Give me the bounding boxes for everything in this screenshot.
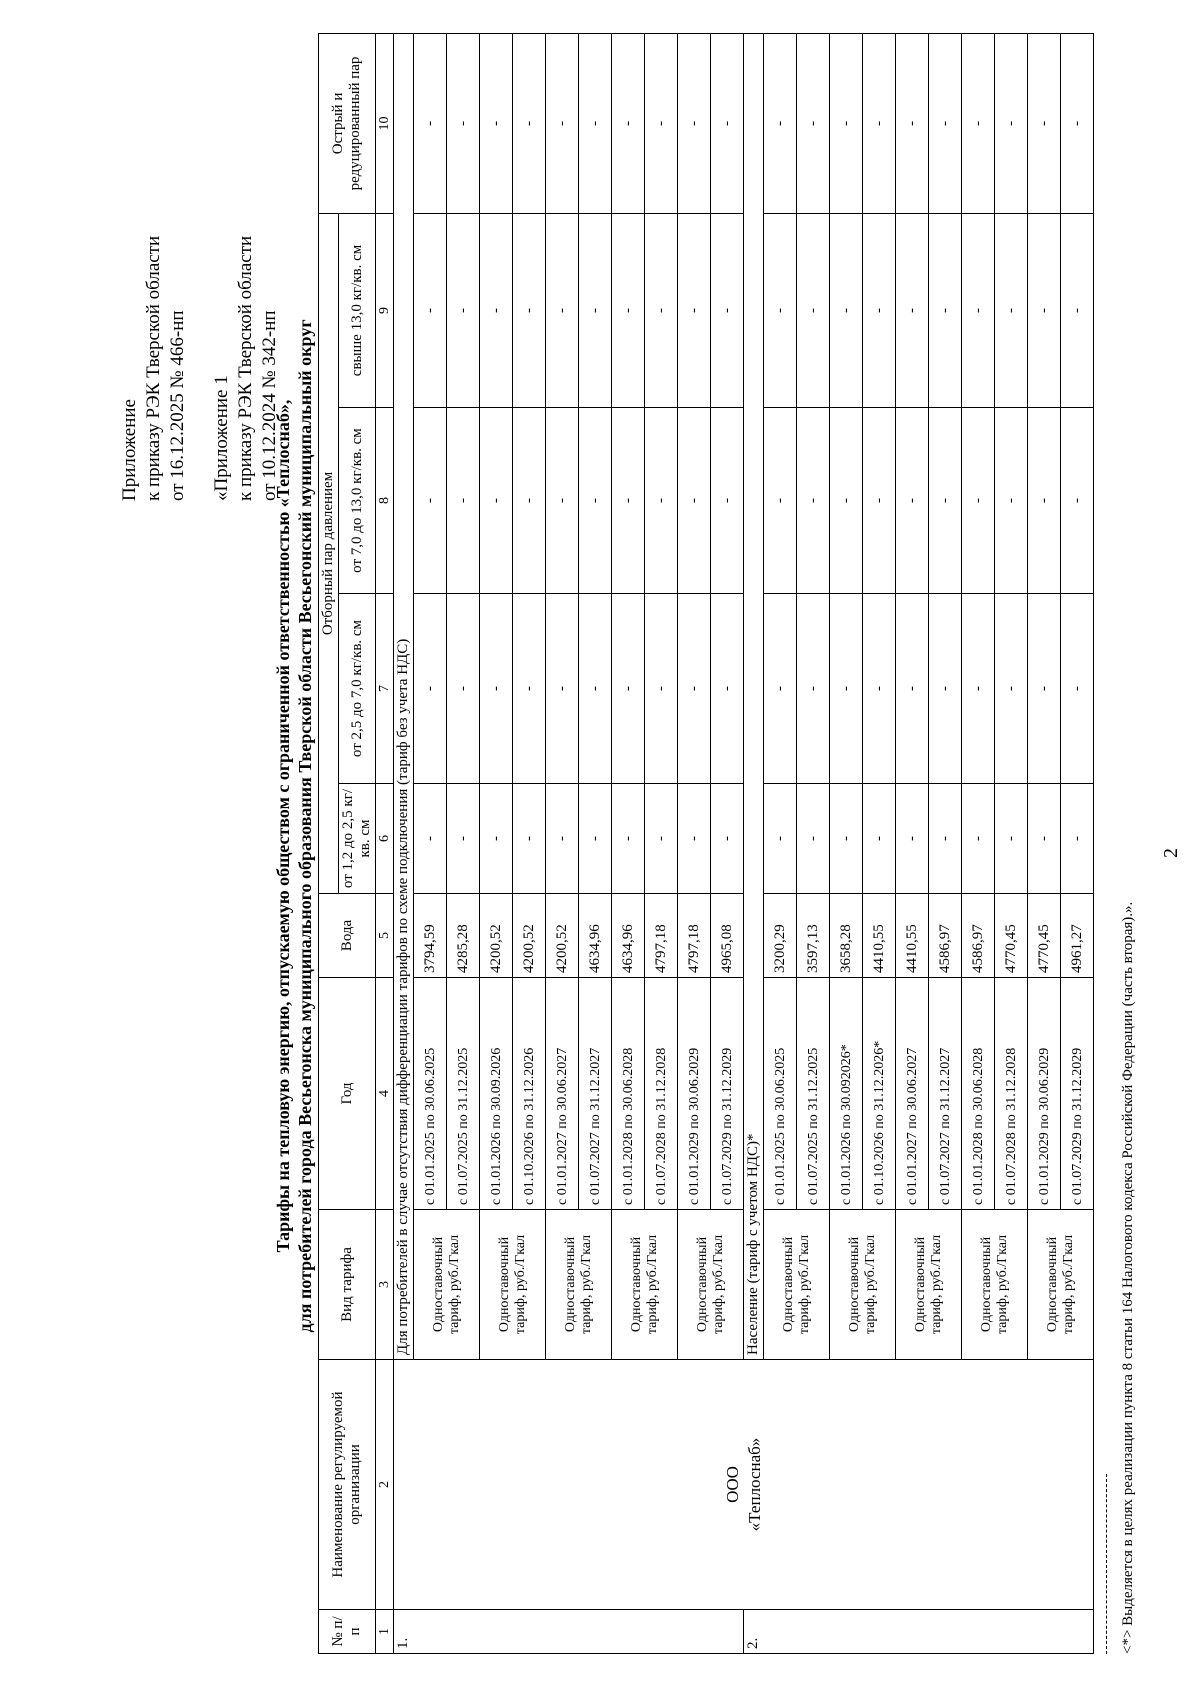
empty-value-cell: - (764, 784, 797, 894)
page-number: 2 (1160, 848, 1182, 858)
empty-value-cell: - (480, 213, 513, 407)
empty-value-cell: - (1061, 594, 1094, 784)
empty-value-cell: - (414, 784, 447, 894)
empty-value-cell: - (929, 784, 962, 894)
period-cell: с 01.07.2027 по 31.12.2027 (579, 978, 612, 1210)
tariff-type-line: тариф, руб./Гкал (928, 1234, 944, 1335)
header-no: № п/п (319, 1610, 376, 1654)
empty-value-cell: - (711, 213, 744, 407)
empty-value-cell: - (896, 784, 929, 894)
empty-value-cell: - (830, 784, 863, 894)
empty-value-cell: - (480, 408, 513, 594)
water-value-cell: 4200,52 (480, 894, 513, 978)
period-cell: с 01.10.2026 по 31.12.2026 (513, 978, 546, 1210)
title-line: для потребителей города Весьегонска муниципального образования Тверской области Весьегонский муниципальный округ (295, 319, 315, 1333)
tariff-type-cell (678, 1210, 744, 1360)
appendix-line: Приложение (119, 399, 140, 501)
empty-value-cell: - (995, 408, 1028, 594)
empty-value-cell: - (764, 408, 797, 594)
empty-value-cell: - (579, 213, 612, 407)
empty-value-cell: - (797, 33, 830, 213)
empty-value-cell: - (1028, 408, 1061, 594)
column-number: 3 (376, 1210, 394, 1360)
empty-value-cell: - (1028, 33, 1061, 213)
period-cell: с 01.01.2029 по 30.06.2029 (1028, 978, 1061, 1210)
empty-value-cell: - (764, 594, 797, 784)
empty-value-cell: - (546, 33, 579, 213)
empty-value-cell: - (678, 594, 711, 784)
empty-value-cell: - (830, 408, 863, 594)
empty-value-cell: - (929, 33, 962, 213)
tariff-type-line: тариф, руб./Гкал (862, 1234, 878, 1335)
column-number: 4 (376, 978, 394, 1210)
period-cell: с 01.01.2026 по 30.09.2026 (480, 978, 513, 1210)
tariff-type-line: тариф, руб./Гкал (578, 1234, 594, 1335)
tariff-type-cell (414, 1210, 480, 1360)
empty-value-cell: - (414, 594, 447, 784)
water-value-cell: 4410,55 (896, 894, 929, 978)
water-value-cell: 4770,45 (995, 894, 1028, 978)
period-cell: с 01.01.2027 по 30.06.2027 (896, 978, 929, 1210)
empty-value-cell: - (797, 784, 830, 894)
empty-value-cell: - (962, 408, 995, 594)
appendix-block (118, 236, 282, 501)
tariff-type-line: Одноставочный (978, 1236, 994, 1333)
tariff-type-line: тариф, руб./Гкал (1060, 1234, 1076, 1335)
period-cell: с 01.01.2026 по 30.092026* (830, 978, 863, 1210)
tariff-type-line: тариф, руб./Гкал (994, 1234, 1010, 1335)
period-cell: с 01.01.2028 по 30.06.2028 (612, 978, 645, 1210)
header-pressure-4: свыше 13,0 кг/кв. см (339, 213, 376, 407)
column-number: 10 (376, 33, 394, 213)
empty-value-cell: - (764, 33, 797, 213)
footnote-separator (1106, 1474, 1107, 1654)
empty-value-cell: - (830, 594, 863, 784)
period-cell: с 01.01.2028 по 30.06.2028 (962, 978, 995, 1210)
column-number: 9 (376, 213, 394, 407)
empty-value-cell: - (678, 784, 711, 894)
water-value-cell: 4200,52 (513, 894, 546, 978)
water-value-cell: 4797,18 (645, 894, 678, 978)
tariff-type-cell (896, 1210, 962, 1360)
empty-value-cell: - (863, 784, 896, 894)
tariff-type-line: Одноставочный (430, 1236, 446, 1333)
water-value-cell: 3597,13 (797, 894, 830, 978)
tariff-type-cell (962, 1210, 1028, 1360)
empty-value-cell: - (513, 408, 546, 594)
empty-value-cell: - (995, 784, 1028, 894)
header-type: Вид тарифа (319, 1210, 376, 1360)
tariff-type-cell (1028, 1210, 1094, 1360)
tariff-type-line: тариф, руб./Гкал (796, 1234, 812, 1335)
empty-value-cell: - (863, 213, 896, 407)
empty-value-cell: - (612, 594, 645, 784)
empty-value-cell: - (447, 408, 480, 594)
period-cell: с 01.07.2029 по 31.12.2029 (1061, 978, 1094, 1210)
empty-value-cell: - (678, 213, 711, 407)
empty-value-cell: - (995, 594, 1028, 784)
water-value-cell: 3794,59 (414, 894, 447, 978)
water-value-cell: 4410,55 (863, 894, 896, 978)
org-name-cell (394, 1360, 1094, 1610)
tariff-type-line: тариф, руб./Гкал (710, 1234, 726, 1335)
tariff-type-cell (764, 1210, 830, 1360)
empty-value-cell: - (645, 33, 678, 213)
title-line: Тарифы на тепловую энергию, отпускаемую обществом с ограниченной ответственностью «Теплоснаб», (273, 399, 293, 1253)
empty-value-cell: - (1028, 213, 1061, 407)
tariff-type-line: Одноставочный (694, 1236, 710, 1333)
empty-value-cell: - (447, 784, 480, 894)
empty-value-cell: - (513, 213, 546, 407)
empty-value-cell: - (1061, 784, 1094, 894)
header-pressure-1: от 1,2 до 2,5 кг/кв. см (339, 784, 376, 894)
appendix-line: к приказу РЭК Тверской области (143, 235, 164, 501)
column-number: 7 (376, 594, 394, 784)
empty-value-cell: - (962, 33, 995, 213)
empty-value-cell: - (645, 408, 678, 594)
header-pressure-3: от 7,0 до 13,0 кг/кв. см (339, 408, 376, 594)
empty-value-cell: - (645, 784, 678, 894)
empty-value-cell: - (711, 784, 744, 894)
empty-value-cell: - (546, 408, 579, 594)
empty-value-cell: - (962, 594, 995, 784)
empty-value-cell: - (896, 408, 929, 594)
water-value-cell: 4961,27 (1061, 894, 1094, 978)
empty-value-cell: - (447, 213, 480, 407)
empty-value-cell: - (896, 213, 929, 407)
tariff-type-cell (830, 1210, 896, 1360)
empty-value-cell: - (414, 213, 447, 407)
water-value-cell: 4634,96 (579, 894, 612, 978)
header-steam-group: Отборный пар давлением (319, 213, 339, 893)
column-number: 2 (376, 1360, 394, 1610)
column-number: 1 (376, 1610, 394, 1654)
header-sharp-steam: Острый и редуцированный пар (319, 33, 376, 213)
empty-value-cell: - (1028, 594, 1061, 784)
appendix-line: от 16.12.2025 № 466-нп (167, 310, 188, 501)
empty-value-cell: - (863, 594, 896, 784)
empty-value-cell: - (711, 408, 744, 594)
tariff-type-line: Одноставочный (780, 1236, 796, 1333)
empty-value-cell: - (579, 408, 612, 594)
empty-value-cell: - (612, 33, 645, 213)
empty-value-cell: - (863, 408, 896, 594)
header-pressure-2: от 2,5 до 7,0 кг/кв. см (339, 594, 376, 784)
empty-value-cell: - (797, 213, 830, 407)
empty-value-cell: - (1061, 408, 1094, 594)
empty-value-cell: - (513, 594, 546, 784)
tariff-type-cell (480, 1210, 546, 1360)
empty-value-cell: - (678, 33, 711, 213)
header-year: Год (319, 978, 376, 1210)
column-number-row (376, 33, 394, 1653)
tariff-type-line: тариф, руб./Гкал (446, 1234, 462, 1335)
period-cell: с 01.07.2029 по 31.12.2029 (711, 978, 744, 1210)
section-label: Для потребителей в случае отсутствия дифференциации тарифов по схеме подключения (тариф без учета НДС) (394, 33, 414, 1359)
empty-value-cell: - (579, 784, 612, 894)
tariff-table (318, 33, 1094, 1654)
water-value-cell: 3200,29 (764, 894, 797, 978)
water-value-cell: 4285,28 (447, 894, 480, 978)
org-name-line: ООО (722, 1466, 742, 1503)
empty-value-cell: - (612, 213, 645, 407)
empty-value-cell: - (1061, 33, 1094, 213)
water-value-cell: 3658,28 (830, 894, 863, 978)
empty-value-cell: - (645, 213, 678, 407)
empty-value-cell: - (929, 408, 962, 594)
empty-value-cell: - (612, 784, 645, 894)
tariff-type-line: Одноставочный (562, 1236, 578, 1333)
empty-value-cell: - (579, 33, 612, 213)
empty-value-cell: - (480, 594, 513, 784)
empty-value-cell: - (414, 408, 447, 594)
column-number: 8 (376, 408, 394, 594)
empty-value-cell: - (513, 784, 546, 894)
empty-value-cell: - (929, 594, 962, 784)
empty-value-cell: - (995, 33, 1028, 213)
tariff-type-line: Одноставочный (628, 1236, 644, 1333)
water-value-cell: 4586,97 (929, 894, 962, 978)
tariff-type-line: тариф, руб./Гкал (512, 1234, 528, 1335)
empty-value-cell: - (612, 408, 645, 594)
appendix-line: от 10.12.2024 № 342-нп (259, 310, 280, 501)
empty-value-cell: - (414, 33, 447, 213)
empty-value-cell: - (546, 784, 579, 894)
document-title (272, 46, 316, 1606)
empty-value-cell: - (929, 213, 962, 407)
period-cell: с 01.07.2028 по 31.12.2028 (995, 978, 1028, 1210)
empty-value-cell: - (830, 33, 863, 213)
empty-value-cell: - (447, 33, 480, 213)
empty-value-cell: - (447, 594, 480, 784)
tariff-type-line: Одноставочный (846, 1236, 862, 1333)
footnote: <*> Выделяется в целях реализации пункта 8 статьи 164 Налогового кодекса Российской Федерации (часть вторая).». (1120, 901, 1136, 1654)
appendix-line: «Приложение 1 (211, 375, 232, 501)
empty-value-cell: - (1028, 784, 1061, 894)
empty-value-cell: - (645, 594, 678, 784)
empty-value-cell: - (678, 408, 711, 594)
org-name-line: «Теплоснаб» (744, 1437, 764, 1532)
empty-value-cell: - (579, 594, 612, 784)
period-cell: с 01.01.2027 по 30.06.2027 (546, 978, 579, 1210)
empty-value-cell: - (797, 408, 830, 594)
tariff-type-cell (546, 1210, 612, 1360)
empty-value-cell: - (513, 33, 546, 213)
tariff-type-line: Одноставочный (1044, 1236, 1060, 1333)
empty-value-cell: - (546, 213, 579, 407)
tariff-type-line: тариф, руб./Гкал (644, 1234, 660, 1335)
tariff-type-line: Одноставочный (496, 1236, 512, 1333)
empty-value-cell: - (480, 33, 513, 213)
section-label: Население (тариф с учетом НДС)* (744, 33, 764, 1359)
empty-value-cell: - (896, 33, 929, 213)
row-number: 2. (744, 1610, 1094, 1654)
period-cell: с 01.10.2026 по 31.12.2026* (863, 978, 896, 1210)
period-cell: с 01.01.2025 по 30.06.2025 (414, 978, 447, 1210)
empty-value-cell: - (863, 33, 896, 213)
empty-value-cell: - (546, 594, 579, 784)
empty-value-cell: - (896, 594, 929, 784)
water-value-cell: 4965,08 (711, 894, 744, 978)
empty-value-cell: - (962, 213, 995, 407)
empty-value-cell: - (1061, 213, 1094, 407)
row-number: 1. (394, 1610, 744, 1654)
header-org: Наименование регулируемой организации (319, 1360, 376, 1610)
water-value-cell: 4586,97 (962, 894, 995, 978)
empty-value-cell: - (797, 594, 830, 784)
period-cell: с 01.07.2028 по 31.12.2028 (645, 978, 678, 1210)
empty-value-cell: - (830, 213, 863, 407)
header-water: Вода (319, 894, 376, 978)
empty-value-cell: - (711, 33, 744, 213)
tariff-type-cell (612, 1210, 678, 1360)
water-value-cell: 4797,18 (678, 894, 711, 978)
empty-value-cell: - (995, 213, 1028, 407)
period-cell: с 01.07.2027 по 31.12.2027 (929, 978, 962, 1210)
water-value-cell: 4634,96 (612, 894, 645, 978)
water-value-cell: 4770,45 (1028, 894, 1061, 978)
period-cell: с 01.07.2025 по 31.12.2025 (797, 978, 830, 1210)
empty-value-cell: - (764, 213, 797, 407)
appendix-line: к приказу РЭК Тверской области (235, 235, 256, 501)
period-cell: с 01.01.2029 по 30.06.2029 (678, 978, 711, 1210)
column-number: 6 (376, 784, 394, 894)
empty-value-cell: - (962, 784, 995, 894)
tariff-type-line: Одноставочный (912, 1236, 928, 1333)
column-number: 5 (376, 894, 394, 978)
empty-value-cell: - (711, 594, 744, 784)
water-value-cell: 4200,52 (546, 894, 579, 978)
period-cell: с 01.07.2025 по 31.12.2025 (447, 978, 480, 1210)
empty-value-cell: - (480, 784, 513, 894)
period-cell: с 01.01.2025 по 30.06.2025 (764, 978, 797, 1210)
